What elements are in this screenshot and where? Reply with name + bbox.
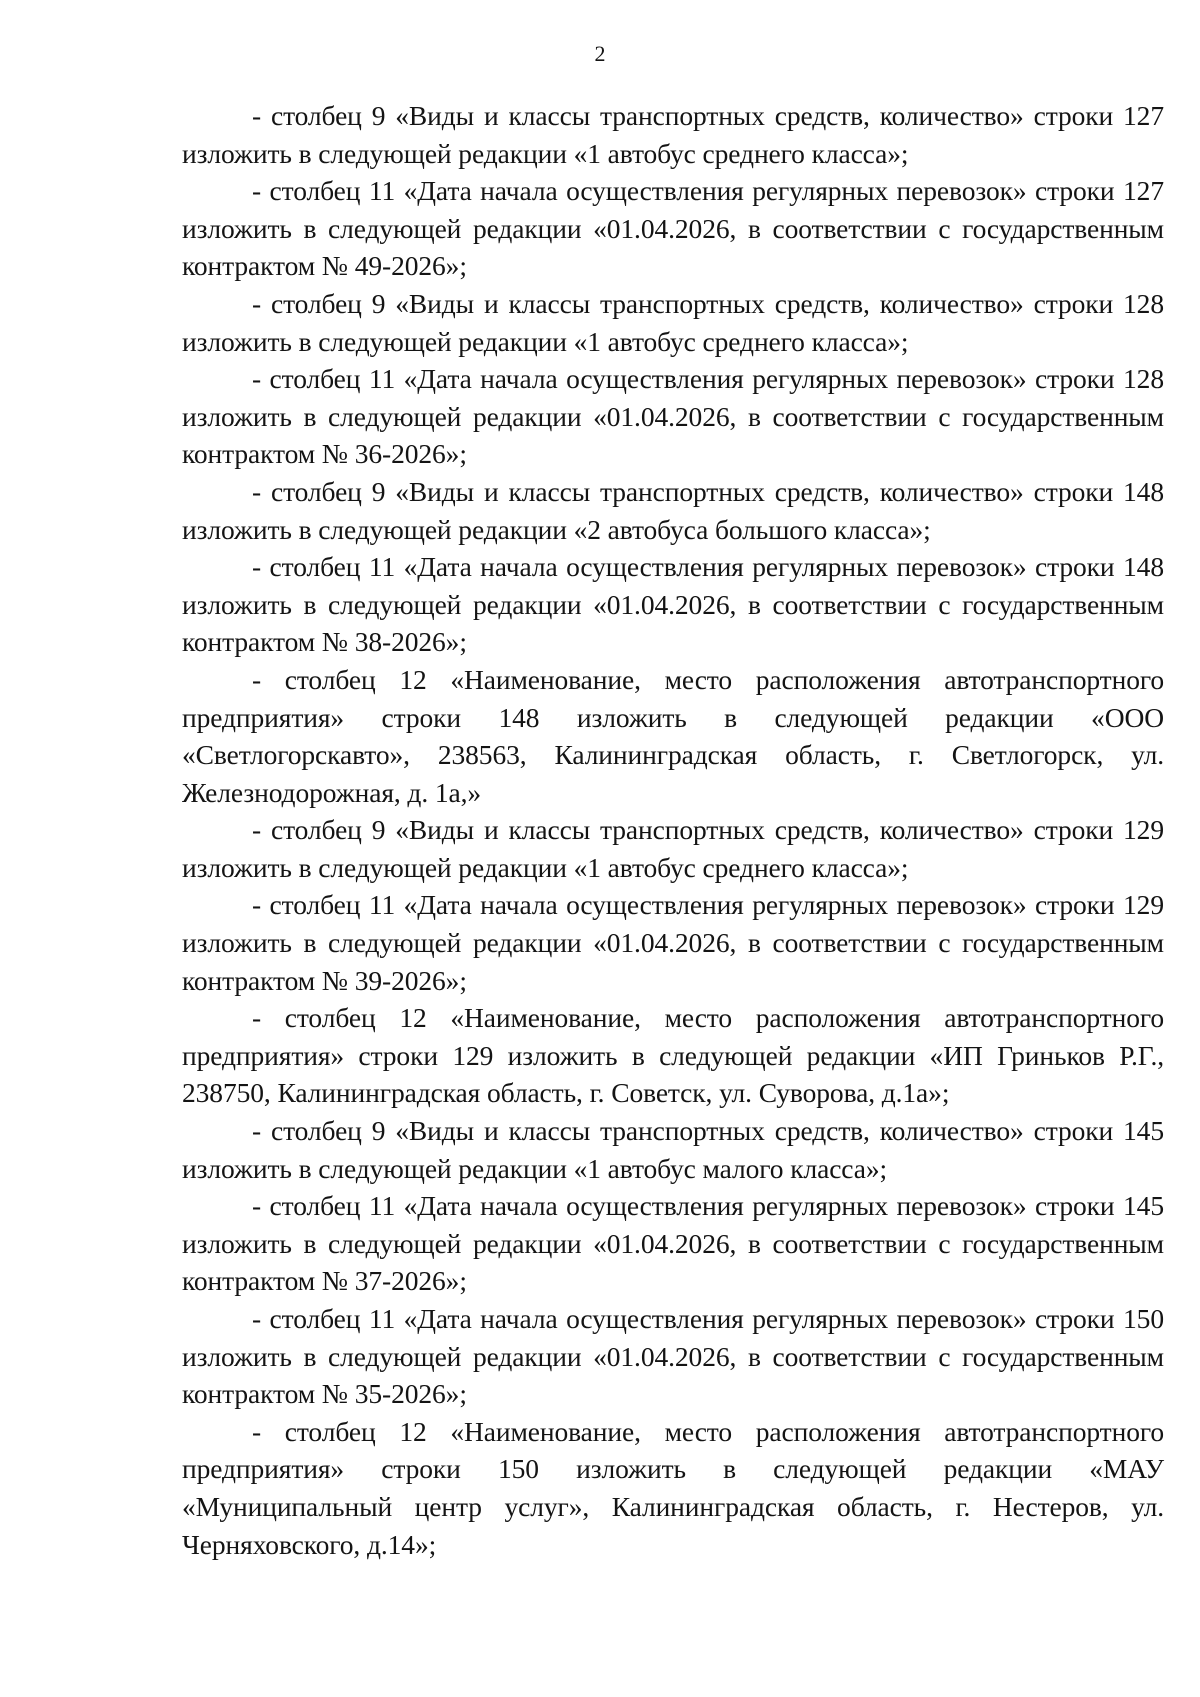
paragraph-amendment: - столбец 9 «Виды и классы транспортных средств, количество» строки 148 изложить в следующей редакции «2 автобуса большого класса»; bbox=[182, 475, 1164, 545]
paragraph-amendment: - столбец 9 «Виды и классы транспортных средств, количество» строки 145 изложить в следующей редакции «1 автобус малого класса»; bbox=[182, 1115, 1164, 1184]
paragraph-amendment: - столбец 9 «Виды и классы транспортных средств, количество» строки 127 изложить в следующей редакции «1 автобус среднего класса»; bbox=[182, 100, 1164, 169]
paragraph-amendment: - столбец 12 «Наименование, место расположения автотранспортного предприятия» строки 150 изложить в следующей редакции «МАУ «Муниципальный центр услуг», Калининградская область, г. Нестеров, ул. Черняховского, д.14»; bbox=[182, 1415, 1164, 1560]
paragraph-amendment: - столбец 11 «Дата начала осуществления регулярных перевозок» строки 128 изложить в следующей редакции «01.04.2026, в соответствии с государственным контрактом № 36-2026»; bbox=[182, 363, 1164, 470]
paragraph-amendment: - столбец 11 «Дата начала осуществления регулярных перевозок» строки 145 изложить в следующей редакции «01.04.2026, в соответствии с государственным контрактом № 37-2026»; bbox=[182, 1190, 1164, 1297]
paragraph-amendment: - столбец 11 «Дата начала осуществления регулярных перевозок» строки 127 изложить в следующей редакции «01.04.2026, в соответствии с государственным контрактом № 49-2026»; bbox=[182, 175, 1164, 282]
document-body bbox=[182, 97, 1164, 1563]
paragraph-amendment: - столбец 11 «Дата начала осуществления регулярных перевозок» строки 150 изложить в следующей редакции «01.04.2026, в соответствии с государственным контрактом № 35-2026»; bbox=[182, 1303, 1164, 1410]
paragraph-amendment: - столбец 9 «Виды и классы транспортных средств, количество» строки 129 изложить в следующей редакции «1 автобус среднего класса»; bbox=[182, 814, 1164, 883]
paragraph-amendment: - столбец 12 «Наименование, место расположения автотранспортного предприятия» строки 148 изложить в следующей редакции «ООО «Светлогорскавто», 238563, Калининградская область, г. Светлогорск, ул. Железнодорожная, д. 1а,» bbox=[182, 663, 1164, 808]
paragraph-amendment: - столбец 11 «Дата начала осуществления регулярных перевозок» строки 148 изложить в следующей редакции «01.04.2026, в соответствии с государственным контрактом № 38-2026»; bbox=[182, 551, 1164, 658]
paragraph-amendment: - столбец 9 «Виды и классы транспортных средств, количество» строки 128 изложить в следующей редакции «1 автобус среднего класса»; bbox=[182, 287, 1164, 357]
paragraph-amendment: - столбец 11 «Дата начала осуществления регулярных перевозок» строки 129 изложить в следующей редакции «01.04.2026, в соответствии с государственным контрактом № 39-2026»; bbox=[182, 889, 1164, 996]
paragraph-amendment: - столбец 12 «Наименование, место расположения автотранспортного предприятия» строки 129 изложить в следующей редакции «ИП Гриньков Р.Г., 238750, Калининградская область, г. Советск, ул. Суворова, д.1а»; bbox=[182, 1002, 1164, 1109]
page-number: 2 bbox=[594, 41, 606, 66]
